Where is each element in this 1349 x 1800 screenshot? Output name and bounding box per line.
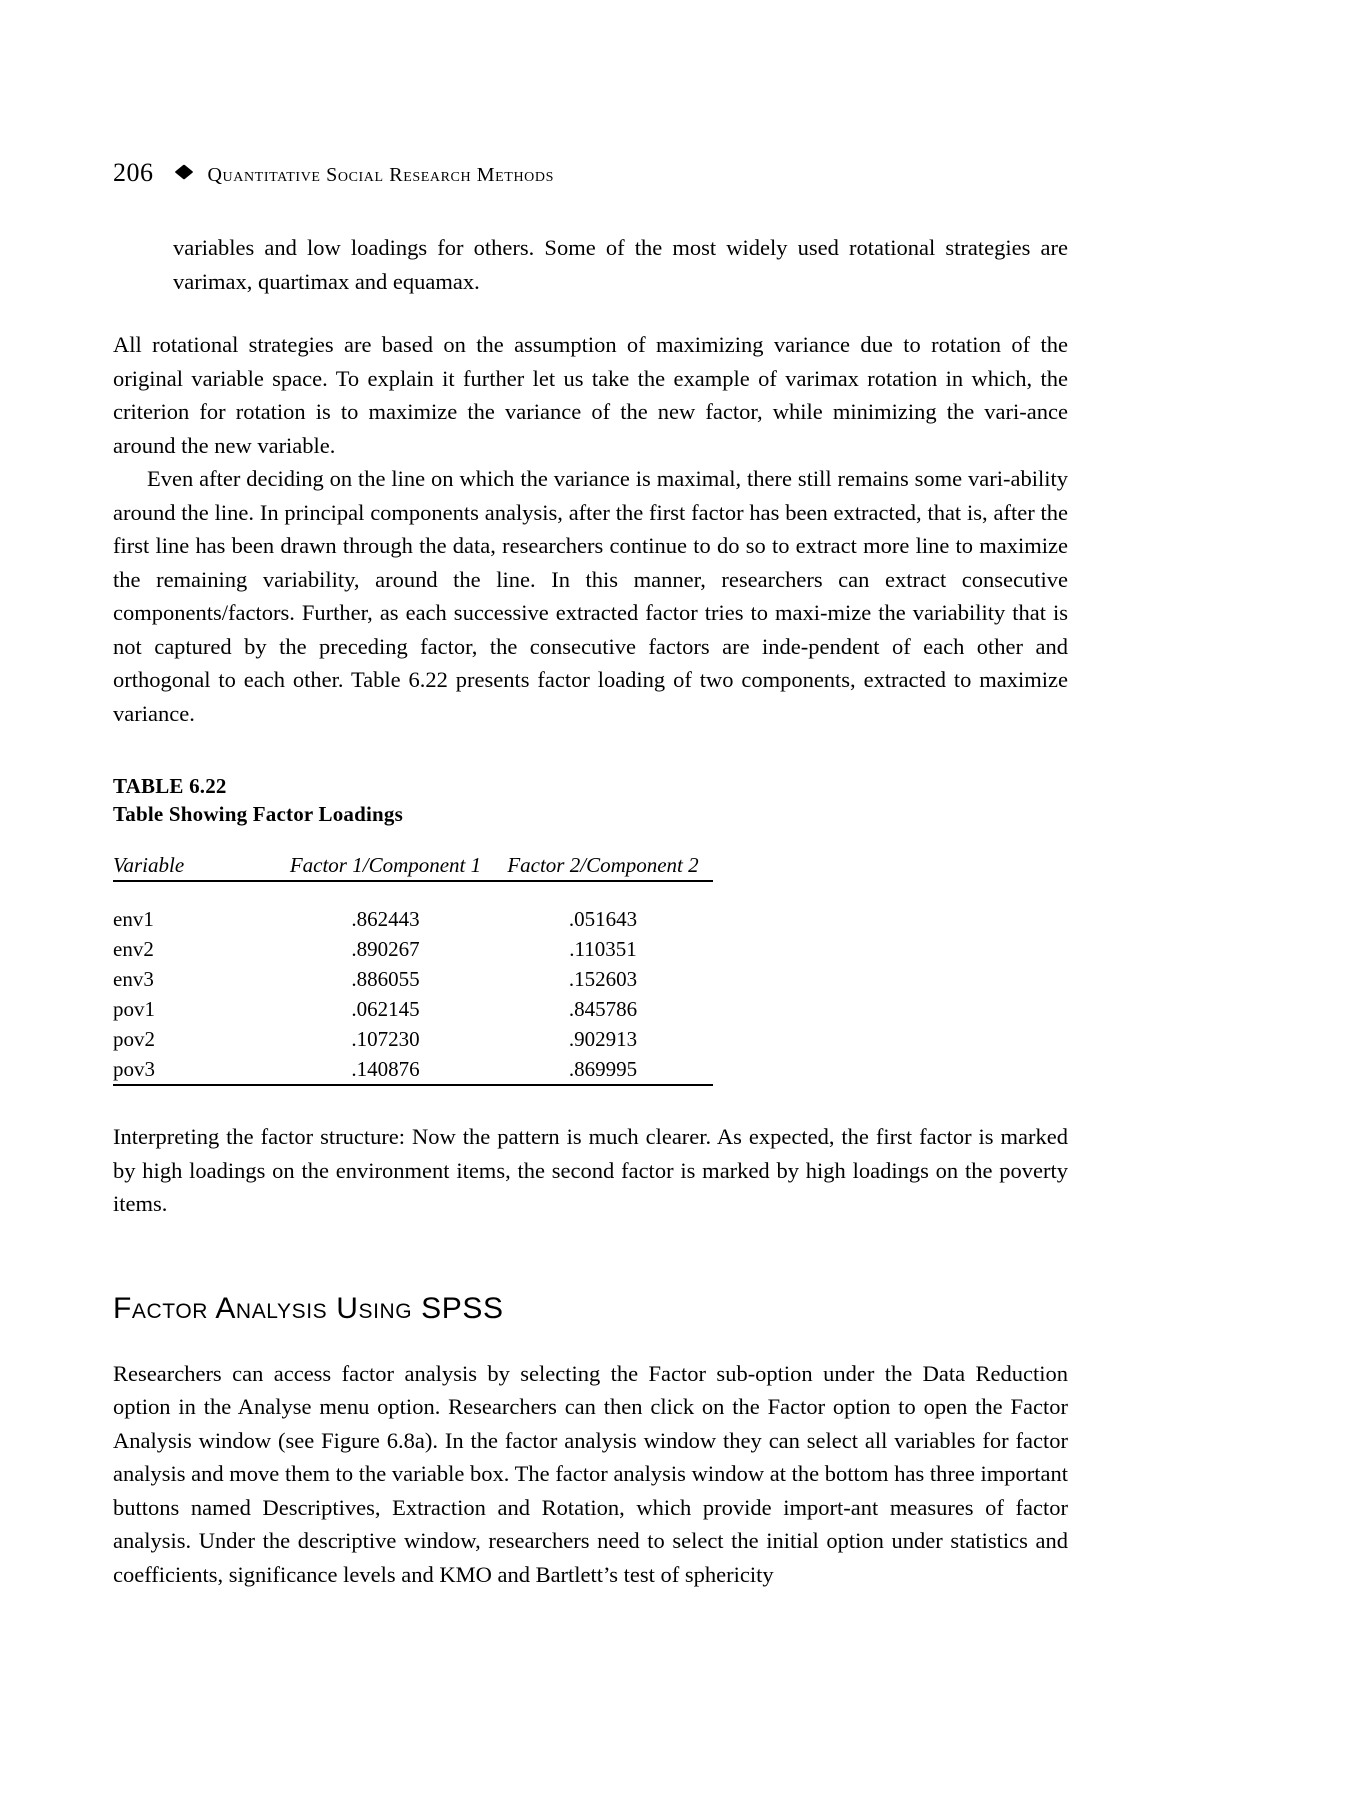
table-row: [113, 1024, 713, 1054]
table-top-rule: [113, 881, 713, 895]
column-header-factor-1: Factor 1/Component 1: [278, 850, 493, 881]
table-row: [113, 1054, 713, 1085]
paragraph-interpreting-factor-structure: Interpreting the factor structure: Now the pattern is much clearer. As expected, the first factor is marked by high loadings on the environment items, the second factor is marked by high loadings on the poverty items.: [113, 1124, 1068, 1216]
column-header-variable: Variable: [113, 850, 278, 881]
page-content: [113, 160, 1068, 1591]
cell-factor-2: .869995: [568, 1057, 638, 1081]
table-row: [113, 964, 713, 994]
page-number: 206: [113, 158, 154, 187]
cell-variable: env2: [113, 937, 154, 961]
paragraph-variance-line: Even after deciding on the line on which the variance is maximal, there still remains some vari-ability around the line. In principal components analysis, after the first factor has been extracted, that is, after the first line has been drawn through the data, researchers continue to do so to extract more line to maximize the remaining variability, around the line. In this manner, researchers can extract consecutive components/factors. Further, as each successive extracted factor tries to maxi-mize the variability that is not captured by the preceding factor, the consecutive factors are inde-pendent of each other and orthogonal to each other. Table 6.22 presents factor loading of two components, extracted to maximize variance.: [113, 466, 1068, 726]
table-row: [113, 994, 713, 1024]
table-row: [113, 934, 713, 964]
spacer: [113, 1090, 1068, 1120]
table-header-row: [113, 850, 713, 881]
table-head: [113, 850, 713, 881]
cell-factor-2: .845786: [568, 997, 638, 1021]
diamond-bullet-icon: [174, 164, 193, 179]
cell-variable: env1: [113, 907, 154, 931]
continued-paragraph: variables and low loadings for others. Some of the most widely used rotational strategies are varimax, quartimax and equamax.: [173, 235, 1068, 294]
spacer: [113, 1221, 1068, 1291]
cell-factor-1: .890267: [351, 937, 420, 961]
running-head-title: Quantitative Social Research Methods: [207, 164, 554, 186]
cell-factor-2: .051643: [568, 907, 638, 931]
table-caption-title: Table Showing Factor Loadings: [113, 802, 403, 826]
cell-factor-2: .152603: [568, 967, 638, 991]
cell-factor-1: .107230: [351, 1027, 420, 1051]
cell-variable: pov1: [113, 997, 155, 1021]
cell-factor-1: .062145: [351, 997, 420, 1021]
table-body: [113, 895, 713, 1090]
cell-factor-1: .140876: [351, 1057, 420, 1081]
cell-factor-2: .110351: [569, 937, 637, 961]
paragraph-rotational-strategies: All rotational strategies are based on the assumption of maximizing variance due to rotation of the original variable space. To explain it further let us take the example of varimax rotation in which, the criterion for rotation is to maximize the variance of the new factor, while minimizing the vari-ance around the new variable.: [113, 332, 1068, 458]
running-head: [113, 160, 1068, 187]
cell-variable: pov2: [113, 1027, 155, 1051]
table-6-22-block: [113, 772, 1068, 1090]
table-caption-number: TABLE 6.22: [113, 774, 227, 798]
paragraph-spss-access: Researchers can access factor analysis by selecting the Factor sub-option under the Data Reduction option in the Analyse menu option. Researchers can then click on the Factor option to open the Factor Analysis window (see Figure 6.8a). In the factor analysis window they can select all variables for factor analysis and move them to the variable box. The factor analysis window at the bottom has three important buttons named Descriptives, Extraction and Rotation, which provide import-ant measures of factor analysis. Under the descriptive window, researchers need to select the initial option under statistics and coefficients, significance levels and KMO and Bartlett’s test of sphericity: [113, 1360, 1068, 1587]
table-row: [113, 895, 713, 934]
cell-factor-1: .886055: [351, 967, 420, 991]
cell-variable: pov3: [113, 1057, 155, 1081]
continued-paragraph-block: [173, 231, 1068, 298]
section-heading-factor-analysis-spss: Factor Analysis Using SPSS: [113, 1291, 504, 1325]
cell-factor-1: .862443: [351, 907, 420, 931]
cell-factor-2: .902913: [568, 1027, 638, 1051]
cell-variable: env3: [113, 967, 154, 991]
factor-loadings-table: [113, 850, 713, 1090]
table-top-rule-cell: [113, 881, 713, 895]
spacer: [113, 1327, 1068, 1357]
column-header-factor-2: Factor 2/Component 2: [493, 850, 713, 881]
